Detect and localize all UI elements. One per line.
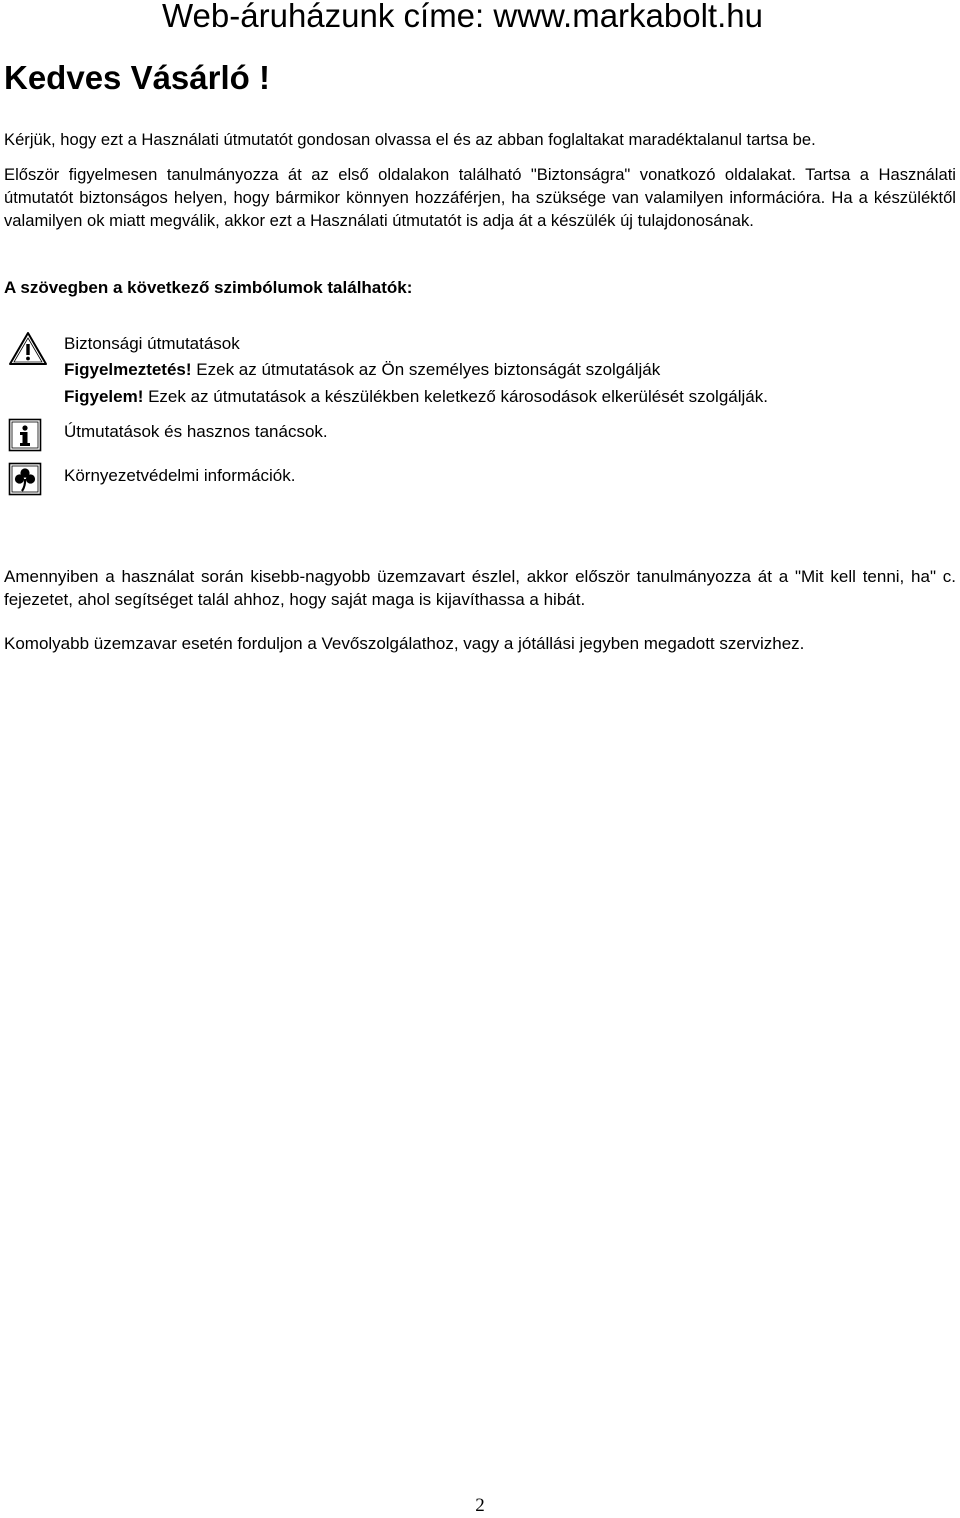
environment-label: Környezetvédelmi információk.: [64, 466, 296, 485]
website-address: Web-áruházunk címe: www.markabolt.hu: [162, 0, 763, 34]
caution-line: [64, 386, 768, 408]
safety-intro-paragraph: Először figyelmesen tanulmányozza át az első oldalakon található "Biztonságra" vonatkozó oldalakat. Tartsa a Használati útmutatót biztonságos helyen, hogy bármikor könnyen hozzáférjen, ha szüksége van valamilyen információra. Ha a készüléktől valamilyen ok miatt megválik, akkor ezt a Használati útmutatót is adja át a készülék új tulajdonosának.: [4, 165, 956, 230]
warning-line: [64, 359, 660, 381]
troubleshoot-paragraph: Amennyiben a használat során kisebb-nagyobb üzemzavart észlel, akkor először tanulmányozza át a "Mit kell tenni, ha" c. fejezetet, ahol segítséget talál ahhoz, hogy saját maga is kijavíthassa a hibát.: [4, 567, 956, 609]
service-paragraph: Komolyabb üzemzavar esetén forduljon a Vevőszolgálathoz, vagy a jótállási jegyben megadott szervizhez.: [4, 634, 805, 653]
intro-line: Kérjük, hogy ezt a Használati útmutatót gondosan olvassa el és az abban foglaltakat maradéktalanul tartsa be.: [4, 130, 816, 149]
warning-triangle-icon: [8, 331, 48, 367]
warning-description: Ezek az útmutatások az Ön személyes biztonságát szolgálják: [191, 360, 661, 379]
greeting-heading: Kedves Vásárló !: [4, 59, 270, 96]
symbols-heading: A szövegben a következő szimbólumok találhatók:: [4, 278, 413, 297]
info-label: Útmutatások és hasznos tanácsok.: [64, 422, 328, 441]
warning-label: Figyelmeztetés!: [64, 360, 192, 379]
caution-label: Figyelem!: [64, 387, 144, 406]
caution-description: Ezek az útmutatások a készülékben keletkező károsodások elkerülését szolgálják.: [143, 387, 768, 406]
clover-icon: [8, 462, 44, 498]
intro-text: [4, 128, 956, 232]
info-icon: [8, 418, 44, 454]
page-number: 2: [475, 1495, 485, 1516]
safety-instructions-label: Biztonsági útmutatások: [64, 334, 240, 353]
